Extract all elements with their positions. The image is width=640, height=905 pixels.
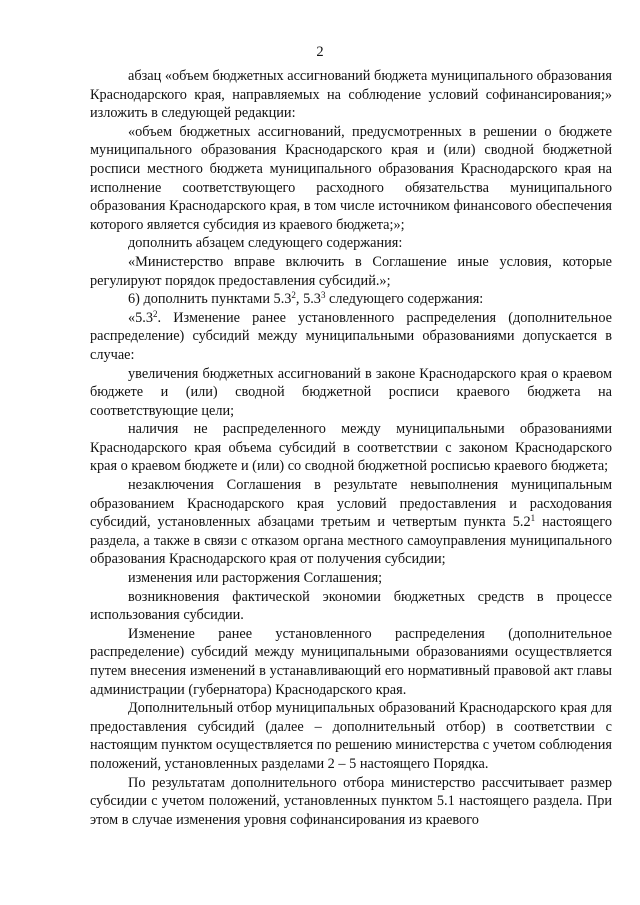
paragraph: По результатам дополнительного отбора министерство рассчитывает размер субсидии с учетом положений, установленных пунктом 5.1 настоящего раздела. При этом в случае изменения уровня софинансирования из краевого: [90, 774, 612, 828]
paragraph: изменения или расторжения Соглашения;: [128, 570, 383, 587]
paragraph: «Министерство вправе включить в Соглашение иные условия, которые регулируют порядок предоставления субсидий.»;: [90, 253, 612, 289]
paragraph: Изменение ранее установленного распределения (дополнительное распределение) субсидий между муниципальными образованиями осуществляется путем внесения изменений в устанавливающий его нормативный правовой акт главы администрации (губернатора) Краснодарского края.: [90, 625, 612, 698]
paragraph: наличия не распределенного между муниципальными образованиями Краснодарского края объема субсидий в соответствии с законом Краснодарского края о краевом бюджете и (или) со сводной бюджетной росписью краевого бюджета;: [90, 421, 612, 475]
paragraph: незаключения Соглашения в результате невыполнения муниципальным образованием Краснодарского края условий предоставления и расходования субсидий, установленных абзацами третьим и четвертым пункта $5.2^1$ настоящего раздела, а также в связи с отказом органа местного самоуправления муниципального образования Краснодарского края от получения субсидии;: [90, 477, 612, 568]
paragraph: «$5.3^2$. Изменение ранее установленного распределения (дополнительное распределение) субсидий между муниципальными образованиями допускается в случае:: [90, 308, 612, 363]
paragraph: увеличения бюджетных ассигнований в законе Краснодарского края о краевом бюджете и (или) сводной бюджетной росписи краевого бюджета на соответствующие цели;: [90, 365, 612, 419]
page-number: 2: [316, 44, 324, 60]
paragraph: дополнить абзацем следующего содержания:: [128, 235, 403, 252]
paragraph: Дополнительный отбор муниципальных образований Краснодарского края для предоставления субсидий (далее – дополнительный отбор) в соответствии с настоящим пунктом осуществляется по решению министерства с учетом соблюдения положений, установленных разделами 2 – 5 настоящего Порядка.: [90, 700, 612, 772]
document-body: [90, 67, 612, 829]
paragraph: «объем бюджетных ассигнований, предусмотренных в решении о бюджете муниципального образования Краснодарского края и (или) сводной бюджетной росписи местного бюджета муниципального образования Краснодарского края на исполнение соответствующего расходного обязательства муниципального образования Краснодарского края, в том числе источником финансового обеспечения которого является субсидия из краевого бюджета;»;: [90, 123, 612, 233]
paragraph: 6) дополнить пунктами $5.3^2$, $5.3^3$ следующего содержания:: [128, 290, 484, 308]
paragraph: абзац «объем бюджетных ассигнований бюджета муниципального образования Краснодарского края, направляемых на соблюдение условий софинансирования;» изложить в следующей редакции:: [90, 68, 612, 122]
paragraph: возникновения фактической экономии бюджетных средств в процессе использования субсидии.: [90, 588, 612, 624]
